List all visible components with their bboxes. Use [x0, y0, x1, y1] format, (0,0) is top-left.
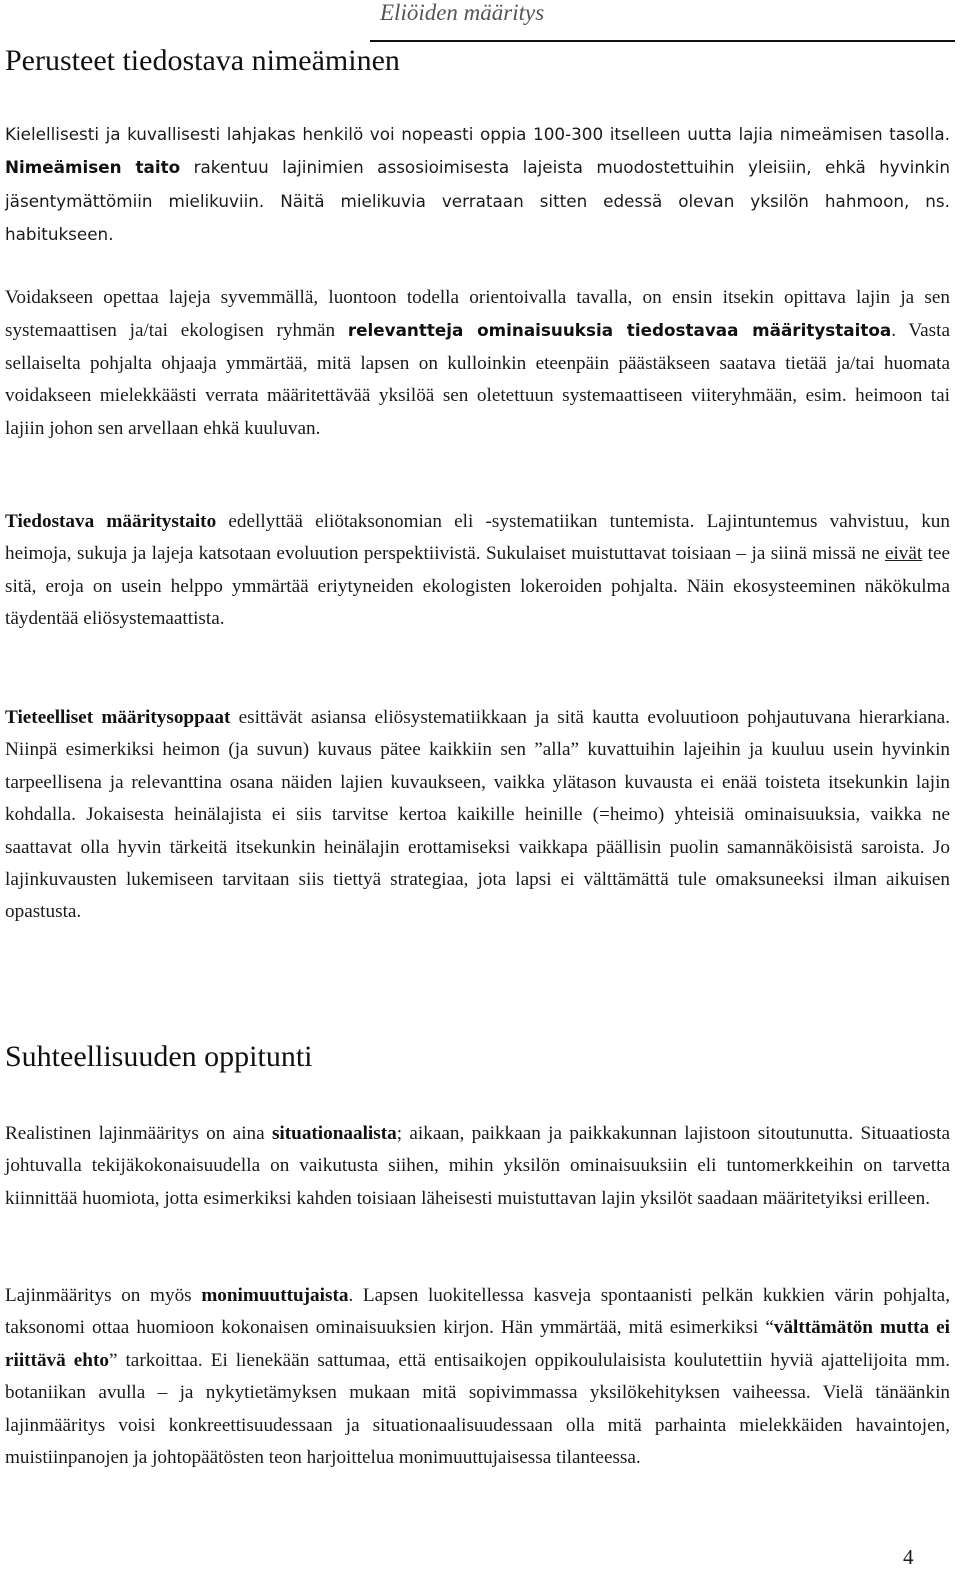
paragraph-text: Voidakseen opettaa lajeja syvemmällä, luontoon todella orientoivalla tavalla, on ensin itsekin opittava lajin ja sen systemaattisen ja/tai ekologisen ryhmän: [5, 287, 950, 342]
bold-term-situationaalista: situationaalista: [271, 1123, 397, 1144]
paragraph-text: ; aikaan, paikkaan ja paikkakunnan lajistoon sitoutunutta. Situaatiosta johtuvalla tekijäkokonaisuudella on vaikutusta siihen, mihin yksilön ominaisuuksiin eli tuntomerkkeihin on tarvetta kiinnittää huomiota, jotta esimerkiksi kahden toisiaan läheisesti muistuttavan lajin yksilöt saadaan määritetyiksi erilleen.: [5, 1123, 950, 1209]
running-header: [370, 0, 955, 42]
running-header-title: Eliöiden määritys: [380, 0, 545, 25]
paragraph-nimeaminen: [5, 118, 950, 252]
paragraph-text: Realistinen lajinmääritys on aina: [5, 1123, 272, 1144]
section-heading-suhteellisuuden-oppitunti: Suhteellisuuden oppitunti: [5, 1040, 313, 1073]
paragraph-text: . Lapsen luokitellessa kasveja spontaanisti pelkän kukkien värin pohjalta, taksonomi ottaa huomioon kokonaisen ominaisuuksien kirjon. Hän ymmärtää, mitä esimerkiksi “: [5, 1285, 950, 1339]
bold-term-tieteelliset-maaritysoppaat: Tieteelliset määritysoppaat: [5, 707, 231, 728]
bold-term-monimuuttujaista: monimuuttujaista: [201, 1285, 349, 1306]
paragraph-text: rakentuu lajinimien assosioimisesta lajeista muodostettuihin yleisiin, ehkä hyvinkin jäsentymättömiin mielikuviin. Näitä mielikuvia verrataan sitten edessä olevan yksilön hahmoon, ns. habitukseen.: [5, 157, 950, 245]
bold-term-nimeamisen-taito: Nimeämisen taito: [5, 157, 181, 178]
paragraph-monimuuttujaista: [5, 1280, 950, 1474]
bold-term-tiedostava-maaritystaito: Tiedostava määritystaito: [5, 511, 217, 532]
paragraph-voidakseen: [5, 282, 950, 445]
paragraph-text: Lajinmääritys on myös: [5, 1285, 202, 1306]
section-heading-perusteet: Perusteet tiedostava nimeäminen: [5, 44, 400, 77]
paragraph-situationaalista: [5, 1118, 950, 1215]
paragraph-tiedostava-maaritystaito: [5, 506, 950, 636]
page-number: 4: [903, 1545, 914, 1569]
bold-term-relevantteja-ominaisuuksia: relevantteja ominaisuuksia tiedostavaa määritystaitoa: [347, 320, 892, 341]
paragraph-text: edellyttää eliötaksonomian eli -systematiikan tuntemista. Lajintuntemus vahvistuu, kun heimoja, sukuja ja lajeja katsotaan evoluution perspektiivistä. Sukulaiset muistuttavat toisiaan – ja siinä missä ne: [5, 511, 950, 565]
bold-term-valttamaton-ehto: välttämätön mutta ei riittävä ehto: [5, 1317, 951, 1371]
paragraph-text: . Vasta sellaiselta pohjalta ohjaaja ymmärtää, mitä lapsen on kulloinkin eteenpäin päästäkseen saatava tietää ja/tai huomata voidakseen mielekkäästi verrata määritettävää yksilöä sen oletettuun systemaattiseen viiteryhmään, esim. heimoon tai lajiin johon sen arvellaan ehkä kuuluvan.: [5, 320, 950, 439]
underlined-word-eivat: eivät: [884, 543, 923, 565]
paragraph-text: Kielellisesti ja kuvallisesti lahjakas henkilö voi nopeasti oppia 100-300 itselleen uutta lajia nimeämisen tasolla.: [5, 124, 950, 144]
paragraph-text: ” tarkoittaa. Ei lienekään sattumaa, että entisaikojen oppikoululaisista koulutettiin hyviä ajattelijoita mm. botaniikan avulla – ja nykytietämyksen mukaan mitä sopivimmassa yksilökehityksen vaiheessa. Vielä tänäänkin lajinmääritys voisi konkreettisuudessaan ja situationaalisuudessaan olla mitä parhainta mielekkäiden havaintojen, muistiinpanojen ja johtopäätösten teon harjoittelua monimuuttujaisessa tilanteessa.: [5, 1349, 950, 1469]
paragraph-tieteelliset-maaritysoppaat: [5, 702, 950, 929]
paragraph-text: tee sitä, eroja on usein helppo ymmärtää eriytyneiden ekologisten lokeroiden pohjalta. Näin ekosysteeminen näkökulma täydentää eliösystemaattista.: [5, 543, 950, 630]
paragraph-text: esittävät asiansa eliösystematiikkaan ja sitä kautta evoluutioon pohjautuvana hierarkiana. Niinpä esimerkiksi heimon (ja suvun) kuvaus pätee kaikkiin sen ”alla” kuvattuihin lajeihin ja kuuluu usein hyvinkin tarpeellisena ja relevanttina osana näiden lajien kuvaukseen, vaikka ylätason kuvausta ei enää toisteta itsekunkin lajin kohdalla. Jokaisesta heinälajista ei siis tarvitse kertoa kaikille heinille (=heimo) yhteisiä ominaisuuksia, vaikka ne saattavat olla hyvin tärkeitä itsekunkin heinälajin erottamiseksi vaikkapa päällisin puolin samannäköisistä saroista. Jo lajinkuvausten lukemiseen tarvitaan siis tiettyä strategiaa, jota lapsi ei välttämättä tule omaksuneeksi ilman aikuisen opastusta.: [5, 707, 950, 923]
